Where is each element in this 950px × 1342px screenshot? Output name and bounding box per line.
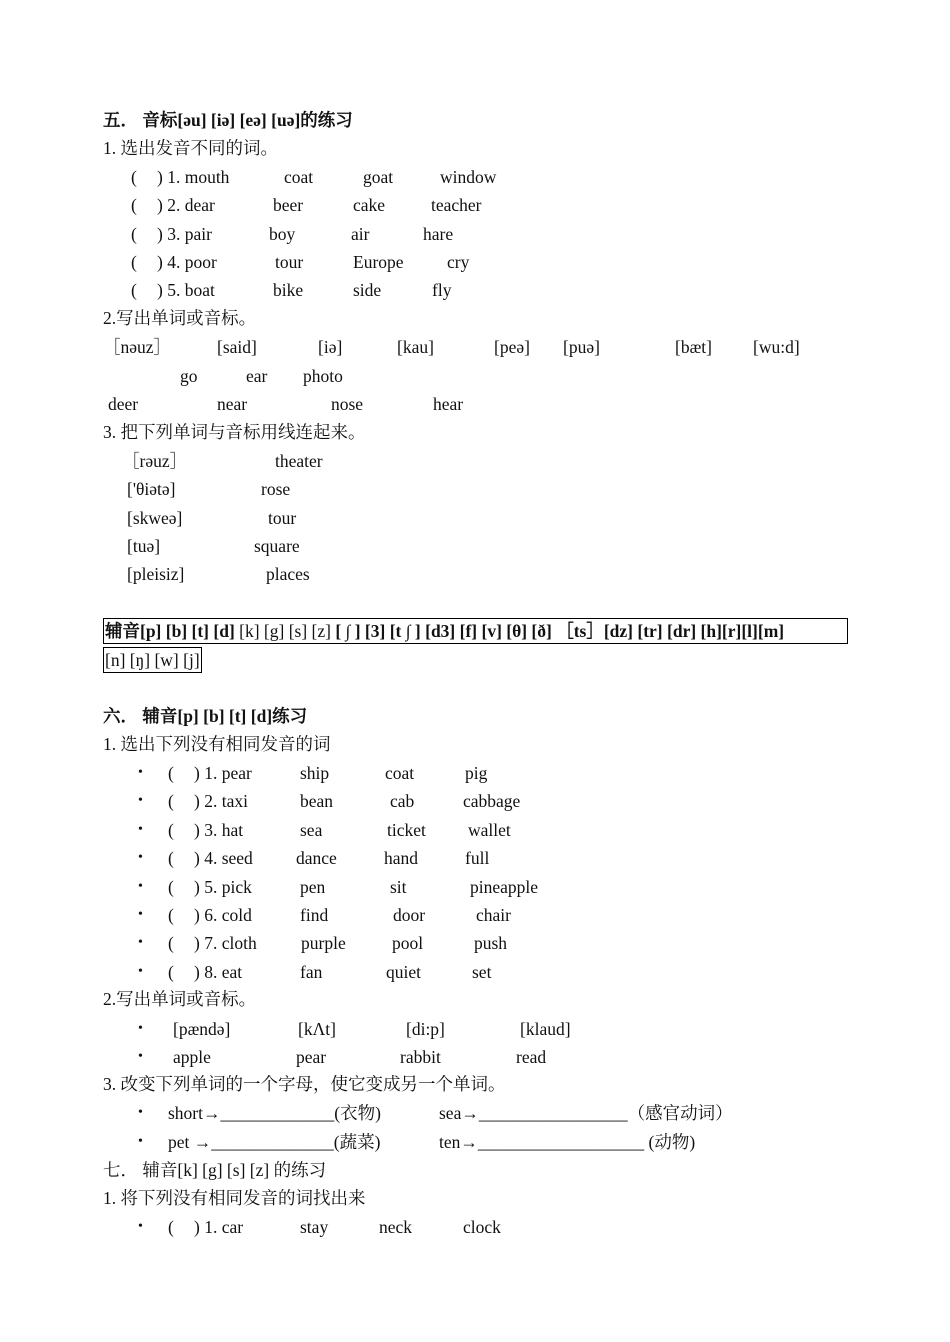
bullet-icon: • <box>138 964 143 979</box>
bullet-icon: • <box>138 935 143 950</box>
bullet-icon: • <box>138 1021 143 1036</box>
bullet-icon: • <box>138 765 143 780</box>
bullet-icon: • <box>138 1105 143 1120</box>
consonant-banner-line-2: [n] [ŋ] [w] [j] <box>103 647 202 673</box>
bullet-icon: • <box>138 879 143 894</box>
bullet-icon: • <box>138 1049 143 1064</box>
bullet-icon: • <box>138 1219 143 1234</box>
consonant-banner-line-1: 辅音[p] [b] [t] [d] [k] [g] [s] [z] [ ∫ ] [3] [t ∫ ] [d3] [f] [v] [θ] [ð] ［ts］[dz] [tr] [dr] [h][r][l][m] <box>103 618 848 644</box>
bullet-icon: • <box>138 793 143 808</box>
bullet-icon: • <box>138 1134 143 1149</box>
worksheet-page: 五． 音标[əu] [iə] [eə] [uə]的练习 1. 选出发音不同的词。 ( ) 1. mouth coat goat window ( ) 2. dear beer cake teacher ( ) 3. pair boy air hare ( ) 4. poor tour Europe cry ( ) 5. boat bike side fly 2.写出单词或音标。 ［nəuz］ [said] [iə] [kau] [peə] [puə] [bæt] [wu:d] go ear photo deer near nose hear 3. 把下列单词与音标用线连起来。 ［rəuz］ theater ['θiətə] rose [skweə] tour [tuə] square [pleisiz] places 辅音[p] [b] [t] [d] [k] [g] [s] [z] [ ∫ ] [3] [t ∫ ] [d3] [f] [v] [θ] [ð] ［ts］[dz] [tr] [dr] [h][r][l][m] [n] [ŋ] [w] [j] 六． 辅音[p] [b] [t] [d]练习 1. 选出下列没有相同发音的词 • ( ) 1. pear ship coat pig • ( ) 2. taxi bean cab cabbage • ( ) 3. hat sea ticket wallet • ( ) 4. seed dance hand full • ( ) 5. pick pen sit pineapple • ( ) 6. cold find door chair • ( ) 7. cloth purple pool push • ( ) 8. eat fan quiet set 2.写出单词或音标。 • [pændə] [kΛt] [di:p] [klaud] • apple pear rabbit read 3. 改变下列单词的一个字母，使它变成另一个单词。 • short→_____________(衣物) sea→_________________（感官动词） • pet →______________(蔬菜) ten→___________________ (动物) 七． 辅音[k] [g] [s] [z] 的练习 1. 将下列没有相同发音的词找出来 • ( ) 1. car stay neck clock <box>0 0 950 1342</box>
bullet-icon: • <box>138 850 143 865</box>
bullet-icon: • <box>138 907 143 922</box>
bullet-icon: • <box>138 822 143 837</box>
